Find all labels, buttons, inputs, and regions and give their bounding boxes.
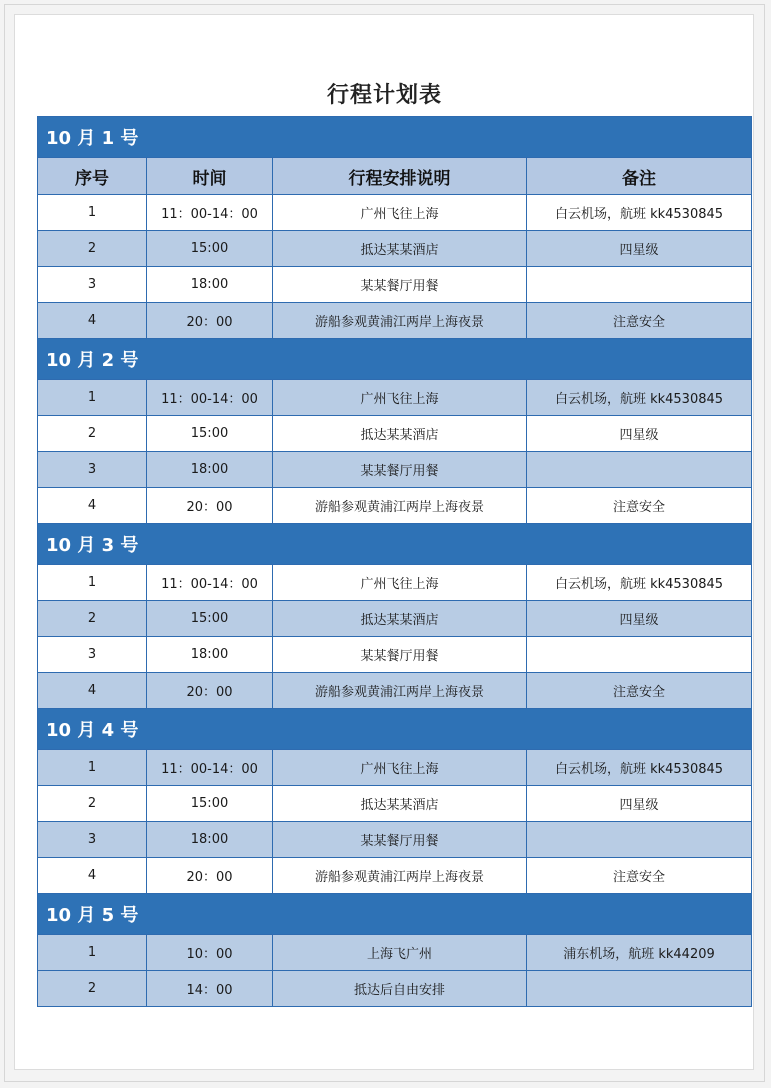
- cell-index: 1: [38, 935, 147, 971]
- cell-time: 14：00: [147, 971, 273, 1007]
- cell-index: 2: [38, 416, 147, 452]
- cell-description: 广州飞往上海: [273, 750, 527, 786]
- cell-notes: [527, 267, 752, 303]
- table-row: [38, 195, 752, 231]
- table-row: [38, 488, 752, 524]
- cell-time: 11：00-14：00: [147, 565, 273, 601]
- table-row: [38, 858, 752, 894]
- table-row: [38, 565, 752, 601]
- day-header-row: [38, 524, 752, 565]
- cell-notes: [527, 971, 752, 1007]
- cell-description: 游船参观黄浦江两岸上海夜景: [273, 488, 527, 524]
- cell-time: 15:00: [147, 416, 273, 452]
- cell-notes: 白云机场，航班 kk4530845: [527, 195, 752, 231]
- table-row: [38, 303, 752, 339]
- cell-notes: 四星级: [527, 231, 752, 267]
- cell-index: 4: [38, 673, 147, 709]
- table-row: [38, 637, 752, 673]
- cell-notes: 浦东机场，航班 kk44209: [527, 935, 752, 971]
- cell-description: 抵达某某酒店: [273, 601, 527, 637]
- cell-description: 游船参观黄浦江两岸上海夜景: [273, 858, 527, 894]
- cell-index: 4: [38, 488, 147, 524]
- cell-index: 4: [38, 303, 147, 339]
- cell-index: 1: [38, 195, 147, 231]
- day-label: 10 月 5 号: [38, 894, 752, 935]
- col-header-description: 行程安排说明: [273, 158, 527, 195]
- cell-index: 3: [38, 637, 147, 673]
- cell-notes: 四星级: [527, 601, 752, 637]
- table-row: [38, 267, 752, 303]
- cell-notes: 注意安全: [527, 858, 752, 894]
- cell-index: 2: [38, 601, 147, 637]
- cell-description: 广州飞往上海: [273, 565, 527, 601]
- table-row: [38, 673, 752, 709]
- cell-time: 18:00: [147, 822, 273, 858]
- table-row: [38, 416, 752, 452]
- day-header-row: [38, 709, 752, 750]
- itinerary-table: [37, 116, 752, 1007]
- cell-description: 游船参观黄浦江两岸上海夜景: [273, 673, 527, 709]
- day-label: 10 月 1 号: [38, 117, 752, 158]
- cell-description: 某某餐厅用餐: [273, 452, 527, 488]
- cell-time: 10：00: [147, 935, 273, 971]
- day-header-row: [38, 894, 752, 935]
- cell-notes: 注意安全: [527, 303, 752, 339]
- cell-notes: [527, 452, 752, 488]
- cell-index: 4: [38, 858, 147, 894]
- cell-time: 11：00-14：00: [147, 750, 273, 786]
- cell-notes: 四星级: [527, 416, 752, 452]
- col-header-time: 时间: [147, 158, 273, 195]
- cell-description: 某某餐厅用餐: [273, 637, 527, 673]
- cell-index: 1: [38, 750, 147, 786]
- cell-index: 3: [38, 822, 147, 858]
- table-row: [38, 971, 752, 1007]
- table-row: [38, 601, 752, 637]
- cell-notes: [527, 822, 752, 858]
- col-header-notes: 备注: [527, 158, 752, 195]
- cell-index: 3: [38, 267, 147, 303]
- cell-index: 1: [38, 565, 147, 601]
- cell-time: 20：00: [147, 673, 273, 709]
- cell-notes: 注意安全: [527, 488, 752, 524]
- cell-notes: 白云机场，航班 kk4530845: [527, 750, 752, 786]
- table-row: [38, 935, 752, 971]
- cell-time: 11：00-14：00: [147, 380, 273, 416]
- cell-time: 15:00: [147, 601, 273, 637]
- cell-time: 18:00: [147, 637, 273, 673]
- cell-description: 广州飞往上海: [273, 195, 527, 231]
- cell-description: 某某餐厅用餐: [273, 822, 527, 858]
- cell-notes: 白云机场，航班 kk4530845: [527, 565, 752, 601]
- table-row: [38, 231, 752, 267]
- cell-index: 2: [38, 786, 147, 822]
- cell-description: 某某餐厅用餐: [273, 267, 527, 303]
- cell-description: 抵达某某酒店: [273, 786, 527, 822]
- cell-description: 抵达某某酒店: [273, 231, 527, 267]
- cell-time: 11：00-14：00: [147, 195, 273, 231]
- table-row: [38, 750, 752, 786]
- cell-notes: 四星级: [527, 786, 752, 822]
- column-header-row: [38, 158, 752, 195]
- day-label: 10 月 3 号: [38, 524, 752, 565]
- cell-time: 20：00: [147, 303, 273, 339]
- cell-time: 20：00: [147, 858, 273, 894]
- cell-index: 1: [38, 380, 147, 416]
- cell-time: 18:00: [147, 452, 273, 488]
- day-label: 10 月 2 号: [38, 339, 752, 380]
- cell-notes: 注意安全: [527, 673, 752, 709]
- cell-time: 15:00: [147, 786, 273, 822]
- cell-index: 3: [38, 452, 147, 488]
- cell-description: 抵达后自由安排: [273, 971, 527, 1007]
- col-header-index: 序号: [38, 158, 147, 195]
- cell-time: 20：00: [147, 488, 273, 524]
- cell-index: 2: [38, 971, 147, 1007]
- day-header-row: [38, 117, 752, 158]
- cell-time: 18:00: [147, 267, 273, 303]
- day-label: 10 月 4 号: [38, 709, 752, 750]
- day-header-row: [38, 339, 752, 380]
- cell-notes: 白云机场，航班 kk4530845: [527, 380, 752, 416]
- cell-notes: [527, 637, 752, 673]
- cell-index: 2: [38, 231, 147, 267]
- cell-description: 抵达某某酒店: [273, 416, 527, 452]
- cell-description: 游船参观黄浦江两岸上海夜景: [273, 303, 527, 339]
- table-row: [38, 380, 752, 416]
- cell-description: 上海飞广州: [273, 935, 527, 971]
- table-row: [38, 452, 752, 488]
- cell-description: 广州飞往上海: [273, 380, 527, 416]
- table-row: [38, 822, 752, 858]
- cell-time: 15:00: [147, 231, 273, 267]
- table-row: [38, 786, 752, 822]
- page-title: 行程计划表: [326, 83, 442, 108]
